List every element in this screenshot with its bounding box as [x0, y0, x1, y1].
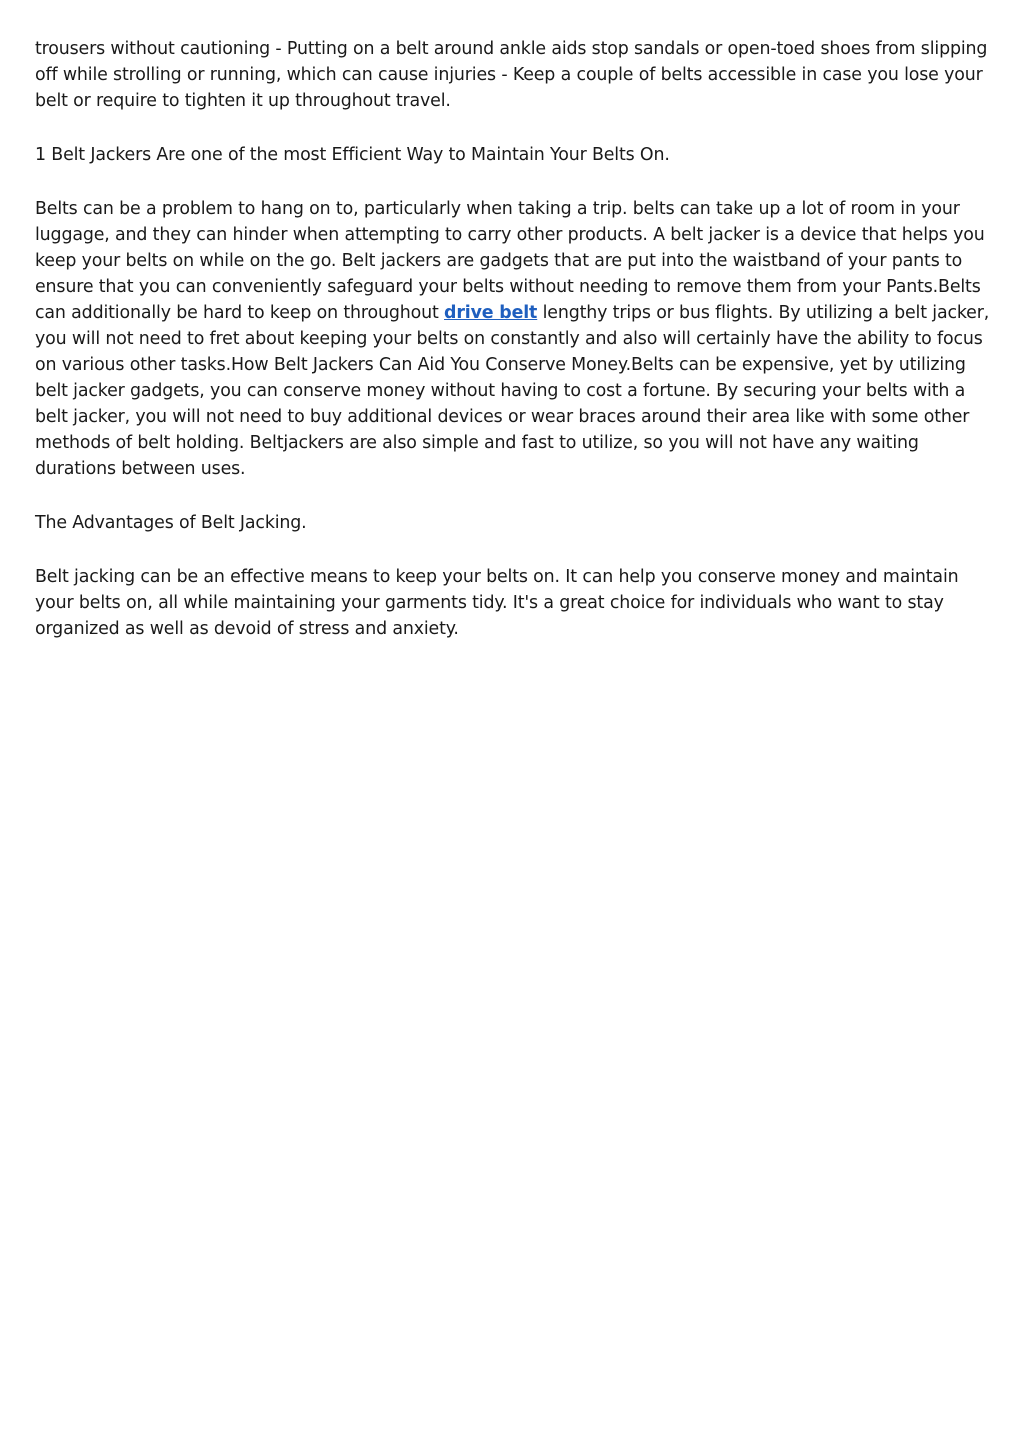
section-heading-belt-jackers: 1 Belt Jackers Are one of the most Efficient Way to Maintain Your Belts On. — [35, 145, 670, 165]
document-page — [35, 36, 995, 670]
section-heading-advantages: The Advantages of Belt Jacking. — [35, 513, 307, 533]
paragraph-text-before-link: Belts can be a problem to hang on to, particularly when taking a trip. belts can take up a lot of room in your luggage, and they can hinder when attempting to carry other products. A belt jacker is a device that helps you keep your belts on while on the go. Belt jackers are gadgets that are put into the waistband of your pants to ensure that you can conveniently safeguard your belts without needing to remove them from your Pants.Belts can additionally be hard to keep on throughout — [35, 199, 985, 323]
paragraph-intro: trousers without cautioning - Putting on a belt around ankle aids stop sandals or open-toed shoes from slipping off while strolling or running, which can cause injuries - Keep a couple of belts accessible in case you lose your belt or require to tighten it up throughout travel. — [35, 39, 988, 111]
drive-belt-link[interactable]: drive belt — [444, 303, 538, 323]
paragraph-advantages: Belt jacking can be an effective means to keep your belts on. It can help you conserve money and maintain your belts on, all while maintaining your garments tidy. It's a great choice for individuals who want to stay organized as well as devoid of stress and anxiety. — [35, 567, 959, 639]
paragraph-belt-jackers — [35, 196, 995, 482]
paragraph-text-after-link: lengthy trips or bus flights. By utilizing a belt jacker, you will not need to fret about keeping your belts on constantly and also will certainly have the ability to focus on various other tasks.How Belt Jackers Can Aid You Conserve Money.Belts can be expensive, yet by utilizing belt jacker gadgets, you can conserve money without having to cost a fortune. By securing your belts with a belt jacker, you will not need to buy additional devices or wear braces around their area like with some other methods of belt holding. Beltjackers are also simple and fast to utilize, so you will not have any waiting durations between uses. — [35, 303, 990, 479]
